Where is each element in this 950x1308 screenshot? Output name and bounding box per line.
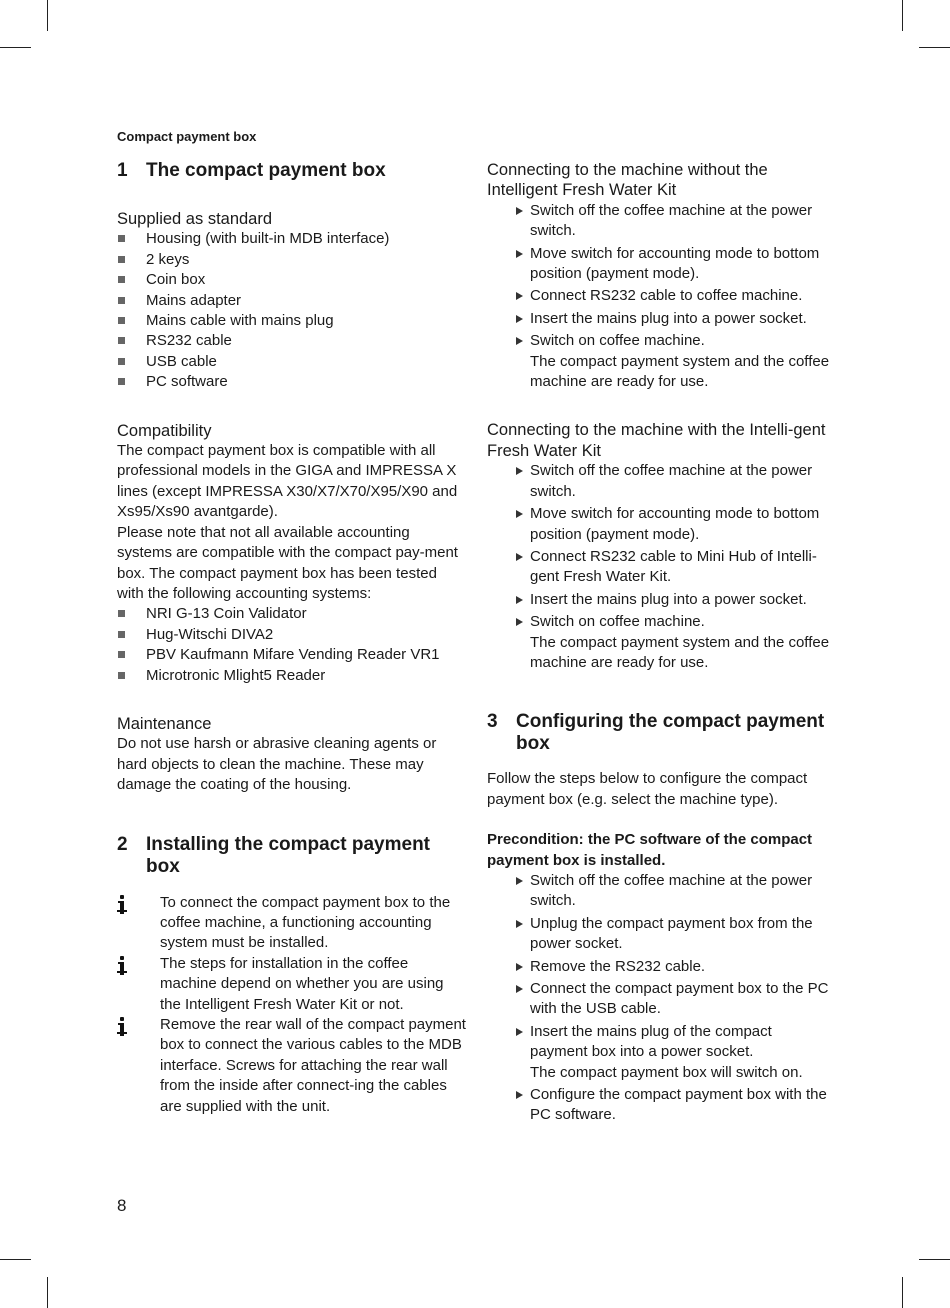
section-2-heading [117,834,467,878]
list-item: 2 keys [117,250,467,270]
crop-mark [902,0,903,31]
step-item: Move switch for accounting mode to bottom position (payment mode). [530,244,832,285]
info-note [117,954,467,1015]
step-result: The compact payment system and the coffee machine are ready for use. [530,633,830,671]
step-item: Insert the mains plug into a power socket. [530,590,832,610]
section-number: 1 [117,160,128,181]
list-item: Mains cable with mains plug [117,311,467,331]
step-result: The compact payment system and the coffee machine are ready for use. [530,352,830,391]
crop-mark [0,1259,31,1260]
configure-intro: Follow the steps below to configure the compact payment box (e.g. select the machine type). [487,770,808,808]
step-item: Insert the mains plug into a power socket. [530,309,832,329]
accounting-systems-list [117,604,467,686]
compatibility-note: Please note that not all available accounting systems are compatible with the compact pay-ment box. The compact payment box has been tested with the following accounting systems: [117,523,458,602]
configure-steps [487,871,832,1126]
right-column [487,160,832,1128]
list-item: Housing (with built-in MDB interface) [117,229,467,249]
section-title: The compact payment box [146,160,386,181]
info-text: The steps for installation in the coffee machine depend on whether you are using the Intelligent Fresh Water Kit or not. [160,954,444,1013]
list-item: RS232 cable [117,331,467,351]
step-item: Move switch for accounting mode to bottom position (payment mode). [530,504,832,545]
list-item: NRI G-13 Coin Validator [117,604,467,624]
crop-mark [47,1277,48,1308]
crop-mark [47,0,48,31]
step-item [530,331,832,392]
list-item: Hug-Witschi DIVA2 [117,625,467,645]
step-item: Unplug the compact payment box from the power socket. [530,914,832,955]
step-item: Configure the compact payment box with the PC software. [530,1085,832,1126]
info-note [117,893,467,954]
section-title: Configuring the compact payment box [516,711,825,755]
step-text: Insert the mains plug of the compact payment box into a power socket. [530,1022,772,1061]
step-text: Switch on coffee machine. [530,613,705,631]
without-kit-heading: Connecting to the machine without the Intelligent Fresh Water Kit [487,161,768,200]
step-item: Connect RS232 cable to Mini Hub of Intelli-gent Fresh Water Kit. [530,547,832,588]
section-3-heading [487,711,832,755]
precondition: Precondition: the PC software of the compact payment box is installed. [487,831,813,869]
list-item: Mains adapter [117,291,467,311]
step-item: Remove the RS232 cable. [530,957,832,977]
step-item: Switch off the coffee machine at the power switch. [530,871,832,912]
info-note [117,1015,467,1117]
info-icon [117,956,127,974]
compatibility-heading: Compatibility [117,421,212,440]
crop-mark [919,47,950,48]
without-kit-steps [487,201,832,393]
info-text: Remove the rear wall of the compact payment box to connect the various cables to the MDB interface. Screws for attaching the rear wall from the inside after connect-ing the cables are supplied with the unit. [160,1016,466,1115]
section-number: 3 [487,711,498,733]
running-header: Compact payment box [117,129,257,144]
step-item [530,612,832,673]
supplied-heading: Supplied as standard [117,210,273,228]
step-item: Switch off the coffee machine at the power switch. [530,461,832,502]
maintenance-paragraph: Do not use harsh or abrasive cleaning agents or hard objects to clean the machine. These may damage the coating of the housing. [117,735,437,794]
step-item: Switch off the coffee machine at the power switch. [530,201,832,242]
left-column [117,160,467,1117]
section-number: 2 [117,833,128,855]
with-kit-heading: Connecting to the machine with the Intelli-gent Fresh Water Kit [487,421,826,460]
info-text: To connect the compact payment box to the coffee machine, a functioning accounting system must be installed. [160,893,451,952]
step-result: The compact payment box will switch on. [530,1063,803,1081]
page-number: 8 [117,1196,127,1215]
supplied-list [117,229,467,392]
step-text: Switch on coffee machine. [530,332,705,350]
info-icon [117,895,127,913]
section-1-heading [117,160,467,182]
list-item: Coin box [117,270,467,290]
list-item: Microtronic Mlight5 Reader [117,666,467,686]
info-icon [117,1017,127,1035]
maintenance-heading: Maintenance [117,714,212,733]
list-item: PC software [117,372,467,392]
step-item: Connect the compact payment box to the PC with the USB cable. [530,979,832,1020]
crop-mark [919,1259,950,1260]
compatibility-paragraph: The compact payment box is compatible with all professional models in the GIGA and IMPRESSA X lines (except IMPRESSA X30/X7/X70/X95/X90 and Xs95/Xs90 avantgarde). [117,442,458,521]
list-item: USB cable [117,352,467,372]
step-item: Connect RS232 cable to coffee machine. [530,286,832,306]
crop-mark [902,1277,903,1308]
with-kit-steps [487,461,832,673]
section-title: Installing the compact payment box [146,833,430,877]
step-item [530,1022,832,1083]
list-item: PBV Kaufmann Mifare Vending Reader VR1 [117,645,467,665]
crop-mark [0,47,31,48]
